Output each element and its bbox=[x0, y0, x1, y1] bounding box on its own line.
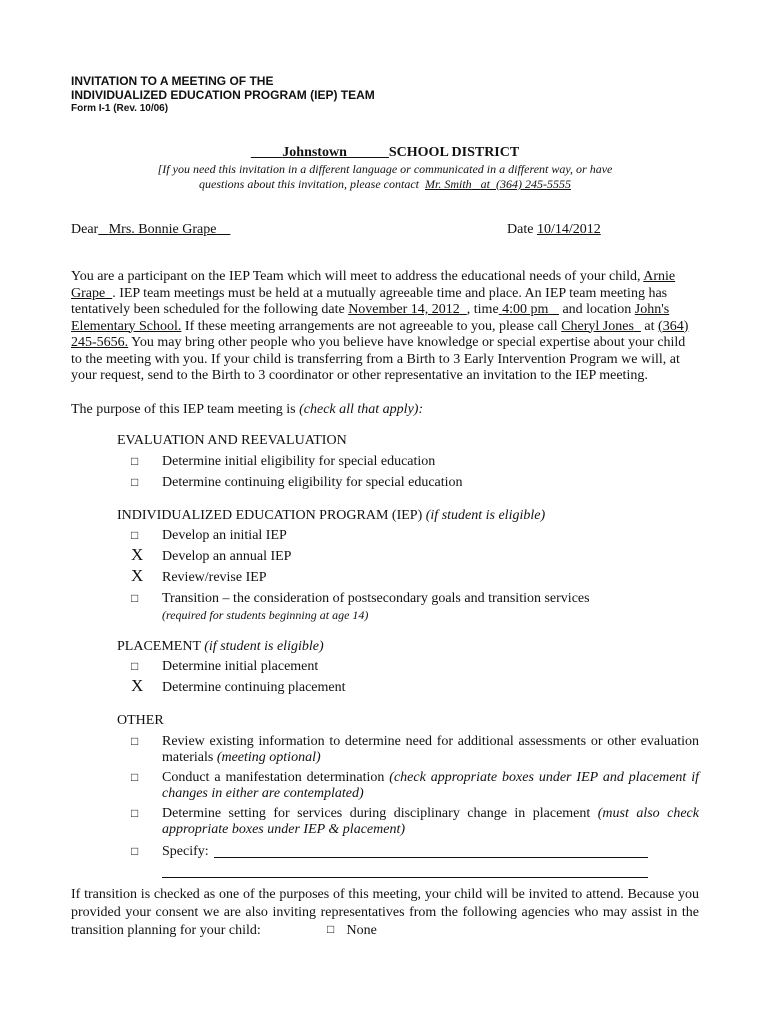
contact-phone: (364) 245-5555 bbox=[496, 177, 571, 191]
checkbox-continuing-placement[interactable]: X bbox=[131, 676, 144, 695]
checkbox-manifestation[interactable]: □ bbox=[131, 770, 139, 784]
checkbox-transition[interactable]: □ bbox=[131, 591, 139, 605]
section-placement-title: PLACEMENT (if student is eligible) bbox=[117, 639, 324, 654]
child-name: Arnie Grape bbox=[71, 269, 676, 301]
contact-note-line2: questions about this invitation, please contact Mr. Smith at (364) 245-5555 bbox=[199, 177, 571, 191]
section-evaluation-title: EVALUATION AND REEVALUATION bbox=[117, 433, 347, 448]
checkbox-review-iep[interactable]: X bbox=[131, 566, 144, 585]
section-iep-title: INDIVIDUALIZED EDUCATION PROGRAM (IEP) (if student is eligible) bbox=[117, 508, 546, 523]
call-name: Cheryl Jones bbox=[561, 318, 634, 334]
label-continuing-placement: Determine continuing placement bbox=[162, 680, 346, 695]
label-review-iep: Review/revise IEP bbox=[162, 570, 267, 585]
label-transition: Transition – the consideration of postsecondary goals and transition services bbox=[162, 591, 590, 606]
checkbox-disciplinary[interactable]: □ bbox=[131, 806, 139, 820]
label-initial-eligibility: Determine initial eligibility for special education bbox=[162, 454, 436, 469]
checkbox-initial-iep[interactable]: □ bbox=[131, 528, 139, 542]
transition-paragraph: If transition is checked as one of the purposes of this meeting, your child will be invited to attend. Because you provided your consent we are also inviting representatives from the following agencies who may assist in the transition planning for your child: bbox=[71, 887, 699, 938]
checkbox-review-existing[interactable]: □ bbox=[131, 734, 139, 748]
greeting: Dear Mrs. Bonnie Grape bbox=[71, 222, 217, 237]
label-disciplinary: Determine setting for services during disciplinary change in placement (must also check appropriate boxes under IEP & placement) bbox=[162, 806, 699, 837]
form-title-line1: INVITATION TO A MEETING OF THE bbox=[71, 74, 274, 88]
label-initial-iep: Develop an initial IEP bbox=[162, 528, 287, 543]
label-continuing-eligibility: Determine continuing eligibility for special education bbox=[162, 475, 463, 490]
checkbox-annual-iep[interactable]: X bbox=[131, 545, 144, 564]
form-title bbox=[71, 74, 375, 102]
meeting-location: John's Elementary School. bbox=[71, 302, 670, 334]
contact-note bbox=[71, 162, 699, 192]
contact-note-line1: [If you need this invitation in a different language or communicated in a different way, or have bbox=[157, 162, 613, 176]
district-suffix: SCHOOL DISTRICT bbox=[388, 145, 520, 160]
checkbox-none[interactable]: □ bbox=[327, 922, 335, 936]
district-name: Johnstown bbox=[282, 145, 347, 160]
checkbox-initial-eligibility[interactable]: □ bbox=[131, 454, 139, 468]
checkbox-specify[interactable]: □ bbox=[131, 844, 139, 858]
call-phone: (364) 245-5656. bbox=[71, 318, 689, 350]
meeting-date: November 14, 2012 bbox=[348, 302, 460, 317]
label-annual-iep: Develop an annual IEP bbox=[162, 549, 292, 564]
transition-note: (required for students beginning at age 14) bbox=[162, 608, 369, 622]
checkbox-initial-placement[interactable]: □ bbox=[131, 659, 139, 673]
district-line bbox=[71, 145, 699, 161]
form-number: Form I-1 (Rev. 10/06) bbox=[71, 103, 169, 114]
none-option[interactable] bbox=[327, 922, 377, 939]
purpose-label: The purpose of this IEP team meeting is (check all that apply): bbox=[71, 402, 424, 417]
meeting-time: 4:00 pm bbox=[502, 302, 549, 317]
letter-date: Date 10/14/2012 bbox=[507, 222, 601, 237]
label-initial-placement: Determine initial placement bbox=[162, 659, 319, 674]
label-none: None bbox=[346, 923, 377, 938]
intro-paragraph: You are a participant on the IEP Team which will meet to address the educational needs of your child, Arnie Grape . IEP team meetings must be held at a mutually agreeable time and place. An IEP team meeting has tentatively been scheduled for the following date November 14, 2012 , time 4:00 pm and location John's Elementary School. If these meeting arrangements are not agreeable to you, please call Cheryl Jones at (364) 245-5656. You may bring other people who you believe have knowledge or special expertise about your child to the meeting with you. If your child is transferring from a Birth to 3 Early Intervention Program we will, at your request, send to the Birth to 3 coordinator or other representative an invitation to the IEP meeting. bbox=[71, 269, 689, 383]
contact-name: Mr. Smith bbox=[424, 177, 472, 191]
specify-input-line-2[interactable] bbox=[162, 877, 648, 878]
letter-date-value: 10/14/2012 bbox=[536, 222, 601, 237]
specify-input-line[interactable] bbox=[214, 857, 648, 858]
form-title-line2: INDIVIDUALIZED EDUCATION PROGRAM (IEP) TEAM bbox=[71, 88, 375, 102]
section-other-title: OTHER bbox=[117, 713, 164, 728]
recipient-name: Mrs. Bonnie Grape bbox=[108, 222, 217, 237]
label-specify: Specify: bbox=[162, 844, 209, 859]
label-manifestation: Conduct a manifestation determination (check appropriate boxes under IEP and placement if changes in either are contemplated) bbox=[162, 770, 699, 801]
checkbox-continuing-eligibility[interactable]: □ bbox=[131, 475, 139, 489]
label-review-existing: Review existing information to determine need for additional assessments or other evaluation materials (meeting optional) bbox=[162, 734, 699, 765]
